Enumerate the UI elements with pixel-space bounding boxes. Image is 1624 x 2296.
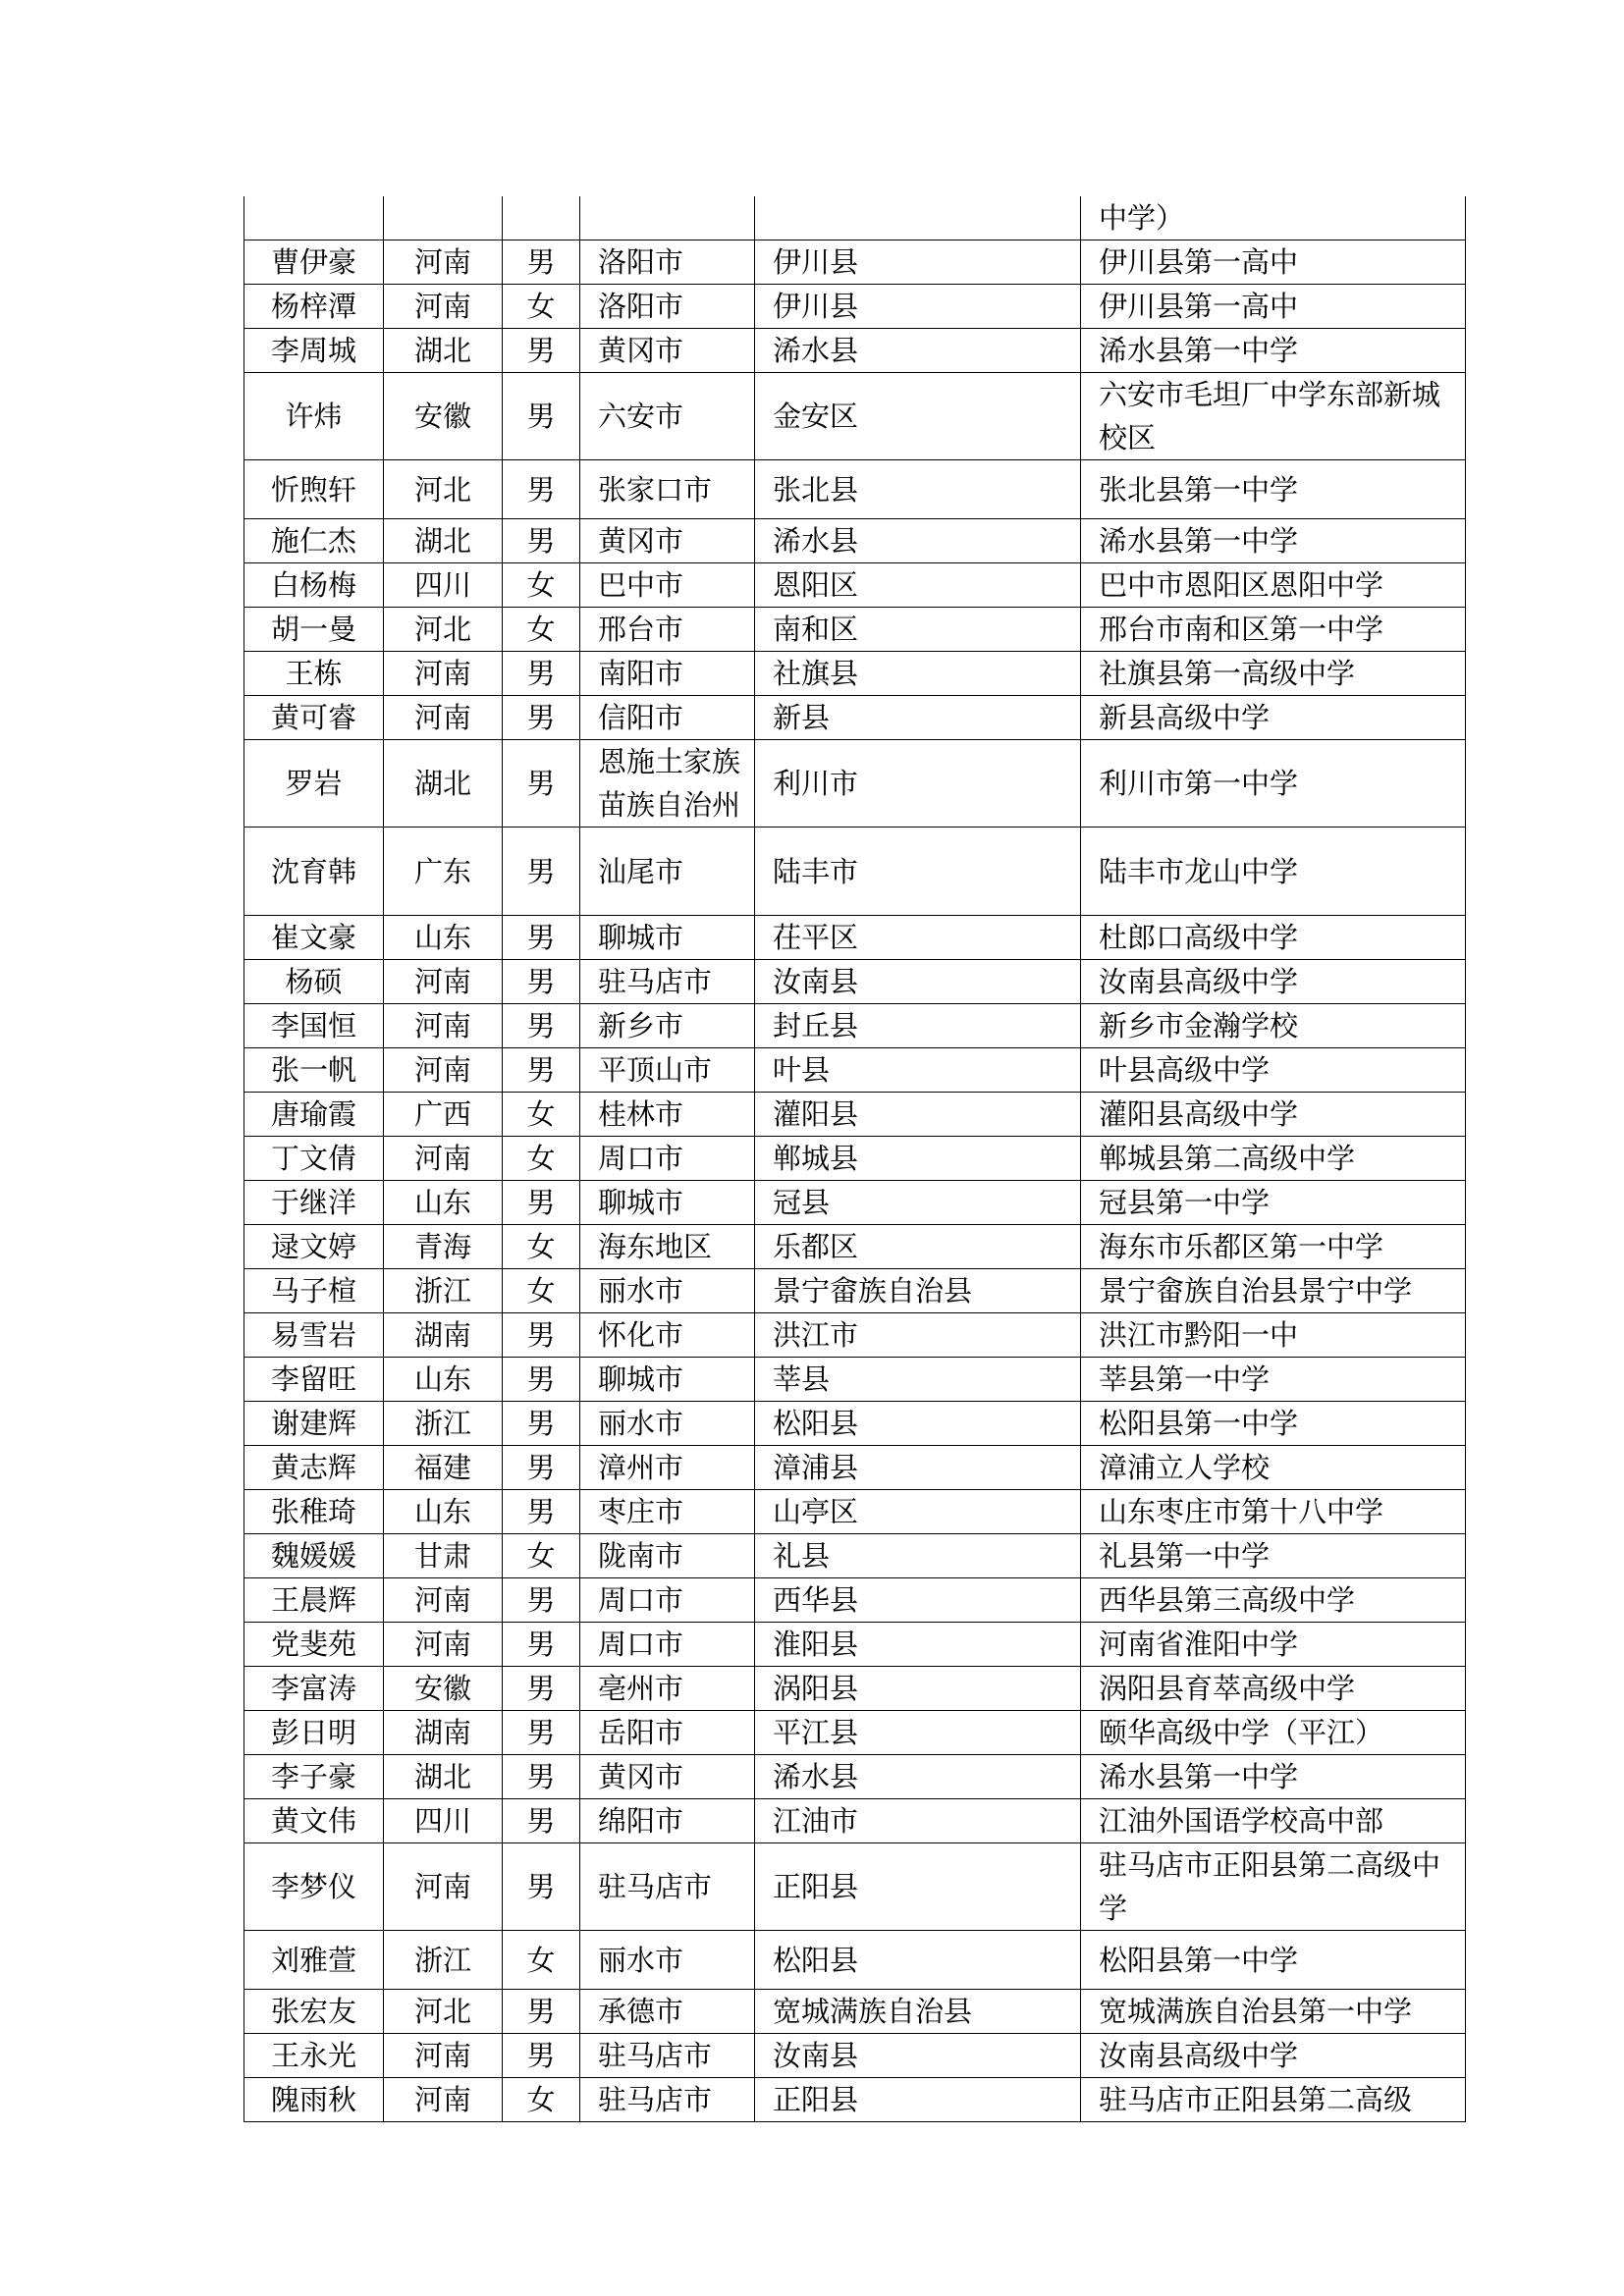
province-cell: 广东 [384, 828, 503, 916]
table-row [244, 1534, 1466, 1578]
school-cell: 漳浦立人学校 [1081, 1446, 1466, 1490]
city-cell: 汕尾市 [580, 828, 755, 916]
school-cell: 汝南县高级中学 [1081, 2034, 1466, 2078]
gender-cell: 女 [503, 1931, 580, 1990]
table-row [244, 1004, 1466, 1048]
name-cell: 唐瑜霞 [244, 1093, 384, 1137]
gender-cell: 男 [503, 240, 580, 285]
county-cell: 莘县 [755, 1358, 1081, 1402]
county-cell: 西华县 [755, 1578, 1081, 1623]
county-cell: 叶县 [755, 1048, 1081, 1093]
county-cell: 乐都区 [755, 1225, 1081, 1269]
school-cell: 伊川县第一高中 [1081, 285, 1466, 329]
province-cell: 湖南 [384, 1711, 503, 1755]
school-cell: 冠县第一中学 [1081, 1181, 1466, 1225]
school-cell: 社旗县第一高级中学 [1081, 652, 1466, 696]
table-row [244, 828, 1466, 916]
table-row [244, 1137, 1466, 1181]
gender-cell: 男 [503, 960, 580, 1004]
city-cell: 周口市 [580, 1578, 755, 1623]
table-row [244, 196, 1466, 240]
city-cell: 枣庄市 [580, 1490, 755, 1534]
gender-cell: 男 [503, 1711, 580, 1755]
name-cell: 黄可睿 [244, 696, 384, 740]
gender-cell: 男 [503, 1048, 580, 1093]
province-cell: 河北 [384, 460, 503, 519]
name-cell [244, 196, 384, 240]
name-cell: 张稚琦 [244, 1490, 384, 1534]
city-cell: 怀化市 [580, 1313, 755, 1358]
province-cell: 河南 [384, 1004, 503, 1048]
county-cell: 新县 [755, 696, 1081, 740]
province-cell: 湖北 [384, 1755, 503, 1799]
province-cell: 浙江 [384, 1269, 503, 1313]
province-cell: 河南 [384, 696, 503, 740]
county-cell: 平江县 [755, 1711, 1081, 1755]
school-cell: 莘县第一中学 [1081, 1358, 1466, 1402]
name-cell: 黄文伟 [244, 1799, 384, 1843]
name-cell: 逯文婷 [244, 1225, 384, 1269]
school-cell: 六安市毛坦厂中学东部新城校区 [1081, 373, 1466, 460]
city-cell: 漳州市 [580, 1446, 755, 1490]
table-row [244, 1843, 1466, 1931]
city-cell [580, 196, 755, 240]
school-cell: 驻马店市正阳县第二高级 [1081, 2078, 1466, 2122]
gender-cell: 男 [503, 2034, 580, 2078]
table-row [244, 1313, 1466, 1358]
school-cell: 宽城满族自治县第一中学 [1081, 1990, 1466, 2034]
province-cell: 河南 [384, 2034, 503, 2078]
school-cell: 利川市第一中学 [1081, 740, 1466, 828]
name-cell: 丁文倩 [244, 1137, 384, 1181]
gender-cell: 女 [503, 2078, 580, 2122]
school-cell: 浠水县第一中学 [1081, 519, 1466, 563]
county-cell: 恩阳区 [755, 563, 1081, 608]
province-cell: 河南 [384, 1048, 503, 1093]
county-cell: 浠水县 [755, 519, 1081, 563]
gender-cell: 男 [503, 1843, 580, 1931]
province-cell: 河南 [384, 240, 503, 285]
school-cell: 新乡市金瀚学校 [1081, 1004, 1466, 1048]
school-cell: 西华县第三高级中学 [1081, 1578, 1466, 1623]
city-cell: 巴中市 [580, 563, 755, 608]
name-cell: 罗岩 [244, 740, 384, 828]
county-cell: 山亭区 [755, 1490, 1081, 1534]
city-cell: 聊城市 [580, 916, 755, 960]
gender-cell: 女 [503, 1534, 580, 1578]
province-cell: 湖北 [384, 329, 503, 373]
city-cell: 恩施土家族苗族自治州 [580, 740, 755, 828]
county-cell: 张北县 [755, 460, 1081, 519]
name-cell: 杨梓潭 [244, 285, 384, 329]
name-cell: 杨硕 [244, 960, 384, 1004]
name-cell: 易雪岩 [244, 1313, 384, 1358]
gender-cell: 男 [503, 460, 580, 519]
name-cell: 黄志辉 [244, 1446, 384, 1490]
county-cell: 洪江市 [755, 1313, 1081, 1358]
table-row [244, 2034, 1466, 2078]
gender-cell: 男 [503, 519, 580, 563]
school-cell: 驻马店市正阳县第二高级中学 [1081, 1843, 1466, 1931]
name-cell: 马子楦 [244, 1269, 384, 1313]
county-cell: 漳浦县 [755, 1446, 1081, 1490]
gender-cell: 男 [503, 1358, 580, 1402]
table-row [244, 1093, 1466, 1137]
name-cell: 刘雅萱 [244, 1931, 384, 1990]
school-cell: 松阳县第一中学 [1081, 1402, 1466, 1446]
table-row [244, 608, 1466, 652]
city-cell: 黄冈市 [580, 519, 755, 563]
county-cell [755, 196, 1081, 240]
gender-cell: 男 [503, 1755, 580, 1799]
school-cell: 颐华高级中学（平江） [1081, 1711, 1466, 1755]
city-cell: 驻马店市 [580, 2078, 755, 2122]
city-cell: 丽水市 [580, 1402, 755, 1446]
province-cell: 浙江 [384, 1402, 503, 1446]
county-cell: 礼县 [755, 1534, 1081, 1578]
county-cell: 淮阳县 [755, 1623, 1081, 1667]
county-cell: 茌平区 [755, 916, 1081, 960]
table-row [244, 1711, 1466, 1755]
city-cell: 聊城市 [580, 1181, 755, 1225]
table-row [244, 1623, 1466, 1667]
county-cell: 冠县 [755, 1181, 1081, 1225]
county-cell: 封丘县 [755, 1004, 1081, 1048]
name-cell: 李留旺 [244, 1358, 384, 1402]
province-cell: 河南 [384, 285, 503, 329]
name-cell: 胡一曼 [244, 608, 384, 652]
table-row [244, 1578, 1466, 1623]
table-row [244, 563, 1466, 608]
gender-cell: 女 [503, 1093, 580, 1137]
school-cell: 张北县第一中学 [1081, 460, 1466, 519]
city-cell: 承德市 [580, 1990, 755, 2034]
city-cell: 驻马店市 [580, 1843, 755, 1931]
city-cell: 新乡市 [580, 1004, 755, 1048]
gender-cell: 男 [503, 1578, 580, 1623]
gender-cell: 男 [503, 696, 580, 740]
city-cell: 黄冈市 [580, 1755, 755, 1799]
county-cell: 利川市 [755, 740, 1081, 828]
table-row [244, 652, 1466, 696]
name-cell: 王晨辉 [244, 1578, 384, 1623]
city-cell: 南阳市 [580, 652, 755, 696]
gender-cell: 男 [503, 373, 580, 460]
county-cell: 松阳县 [755, 1931, 1081, 1990]
county-cell: 南和区 [755, 608, 1081, 652]
name-cell: 白杨梅 [244, 563, 384, 608]
county-cell: 景宁畲族自治县 [755, 1269, 1081, 1313]
province-cell: 湖南 [384, 1313, 503, 1358]
gender-cell: 男 [503, 329, 580, 373]
table-row [244, 1048, 1466, 1093]
province-cell: 青海 [384, 1225, 503, 1269]
table-row [244, 1799, 1466, 1843]
name-cell: 隗雨秋 [244, 2078, 384, 2122]
county-cell: 正阳县 [755, 1843, 1081, 1931]
province-cell: 河北 [384, 608, 503, 652]
school-cell: 陆丰市龙山中学 [1081, 828, 1466, 916]
city-cell: 亳州市 [580, 1667, 755, 1711]
name-cell: 李子豪 [244, 1755, 384, 1799]
province-cell: 四川 [384, 1799, 503, 1843]
gender-cell: 男 [503, 1799, 580, 1843]
school-cell: 海东市乐都区第一中学 [1081, 1225, 1466, 1269]
gender-cell: 男 [503, 1990, 580, 2034]
gender-cell [503, 196, 580, 240]
name-cell: 李周城 [244, 329, 384, 373]
county-cell: 金安区 [755, 373, 1081, 460]
table-row [244, 1225, 1466, 1269]
gender-cell: 女 [503, 1137, 580, 1181]
city-cell: 丽水市 [580, 1931, 755, 1990]
province-cell: 安徽 [384, 1667, 503, 1711]
name-cell: 王栋 [244, 652, 384, 696]
name-cell: 李富涛 [244, 1667, 384, 1711]
name-cell: 许炜 [244, 373, 384, 460]
school-cell: 松阳县第一中学 [1081, 1931, 1466, 1990]
student-table-body [244, 196, 1466, 2122]
table-row [244, 1755, 1466, 1799]
table-row [244, 1269, 1466, 1313]
school-cell: 邢台市南和区第一中学 [1081, 608, 1466, 652]
province-cell: 甘肃 [384, 1534, 503, 1578]
school-cell: 伊川县第一高中 [1081, 240, 1466, 285]
table-row [244, 1181, 1466, 1225]
gender-cell: 男 [503, 1623, 580, 1667]
table-row [244, 960, 1466, 1004]
name-cell: 崔文豪 [244, 916, 384, 960]
province-cell: 河南 [384, 1137, 503, 1181]
province-cell: 河南 [384, 652, 503, 696]
city-cell: 海东地区 [580, 1225, 755, 1269]
province-cell: 湖北 [384, 519, 503, 563]
table-row [244, 740, 1466, 828]
gender-cell: 男 [503, 740, 580, 828]
school-cell: 巴中市恩阳区恩阳中学 [1081, 563, 1466, 608]
province-cell: 安徽 [384, 373, 503, 460]
name-cell: 李国恒 [244, 1004, 384, 1048]
school-cell: 河南省淮阳中学 [1081, 1623, 1466, 1667]
province-cell: 山东 [384, 1490, 503, 1534]
county-cell: 涡阳县 [755, 1667, 1081, 1711]
student-table [244, 196, 1466, 2122]
name-cell: 张一帆 [244, 1048, 384, 1093]
county-cell: 浠水县 [755, 1755, 1081, 1799]
county-cell: 汝南县 [755, 960, 1081, 1004]
name-cell: 李梦仪 [244, 1843, 384, 1931]
gender-cell: 男 [503, 1004, 580, 1048]
county-cell: 松阳县 [755, 1402, 1081, 1446]
table-row [244, 460, 1466, 519]
name-cell: 沈育韩 [244, 828, 384, 916]
table-row [244, 1402, 1466, 1446]
county-cell: 郸城县 [755, 1137, 1081, 1181]
table-row [244, 285, 1466, 329]
school-cell: 中学） [1081, 196, 1466, 240]
school-cell: 洪江市黔阳一中 [1081, 1313, 1466, 1358]
province-cell: 四川 [384, 563, 503, 608]
name-cell: 张宏友 [244, 1990, 384, 2034]
city-cell: 驻马店市 [580, 2034, 755, 2078]
province-cell: 山东 [384, 916, 503, 960]
county-cell: 浠水县 [755, 329, 1081, 373]
school-cell: 涡阳县育萃高级中学 [1081, 1667, 1466, 1711]
province-cell: 广西 [384, 1093, 503, 1137]
name-cell: 于继洋 [244, 1181, 384, 1225]
gender-cell: 女 [503, 1225, 580, 1269]
school-cell: 叶县高级中学 [1081, 1048, 1466, 1093]
gender-cell: 男 [503, 1313, 580, 1358]
city-cell: 周口市 [580, 1623, 755, 1667]
name-cell: 忻煦轩 [244, 460, 384, 519]
table-row [244, 1490, 1466, 1534]
county-cell: 伊川县 [755, 240, 1081, 285]
name-cell: 谢建辉 [244, 1402, 384, 1446]
name-cell: 王永光 [244, 2034, 384, 2078]
province-cell: 河南 [384, 2078, 503, 2122]
city-cell: 丽水市 [580, 1269, 755, 1313]
city-cell: 聊城市 [580, 1358, 755, 1402]
school-cell: 浠水县第一中学 [1081, 1755, 1466, 1799]
school-cell: 山东枣庄市第十八中学 [1081, 1490, 1466, 1534]
school-cell: 新县高级中学 [1081, 696, 1466, 740]
gender-cell: 女 [503, 563, 580, 608]
county-cell: 社旗县 [755, 652, 1081, 696]
county-cell: 伊川县 [755, 285, 1081, 329]
province-cell: 山东 [384, 1358, 503, 1402]
school-cell: 浠水县第一中学 [1081, 329, 1466, 373]
school-cell: 杜郎口高级中学 [1081, 916, 1466, 960]
gender-cell: 男 [503, 652, 580, 696]
name-cell: 魏媛媛 [244, 1534, 384, 1578]
county-cell: 陆丰市 [755, 828, 1081, 916]
table-row [244, 916, 1466, 960]
county-cell: 宽城满族自治县 [755, 1990, 1081, 2034]
table-row [244, 373, 1466, 460]
table-row [244, 1358, 1466, 1402]
gender-cell: 男 [503, 1667, 580, 1711]
table-row [244, 519, 1466, 563]
city-cell: 陇南市 [580, 1534, 755, 1578]
province-cell: 河南 [384, 960, 503, 1004]
name-cell: 施仁杰 [244, 519, 384, 563]
province-cell: 湖北 [384, 740, 503, 828]
county-cell: 汝南县 [755, 2034, 1081, 2078]
county-cell: 灌阳县 [755, 1093, 1081, 1137]
school-cell: 江油外国语学校高中部 [1081, 1799, 1466, 1843]
province-cell: 河南 [384, 1843, 503, 1931]
city-cell: 信阳市 [580, 696, 755, 740]
name-cell: 彭日明 [244, 1711, 384, 1755]
table-row [244, 1446, 1466, 1490]
gender-cell: 女 [503, 285, 580, 329]
province-cell: 河北 [384, 1990, 503, 2034]
city-cell: 六安市 [580, 373, 755, 460]
school-cell: 灌阳县高级中学 [1081, 1093, 1466, 1137]
city-cell: 周口市 [580, 1137, 755, 1181]
province-cell: 福建 [384, 1446, 503, 1490]
table-row [244, 1931, 1466, 1990]
county-cell: 正阳县 [755, 2078, 1081, 2122]
province-cell: 河南 [384, 1578, 503, 1623]
name-cell: 曹伊豪 [244, 240, 384, 285]
province-cell: 浙江 [384, 1931, 503, 1990]
city-cell: 黄冈市 [580, 329, 755, 373]
city-cell: 张家口市 [580, 460, 755, 519]
name-cell: 党斐苑 [244, 1623, 384, 1667]
gender-cell: 男 [503, 1490, 580, 1534]
gender-cell: 男 [503, 1446, 580, 1490]
school-cell: 景宁畲族自治县景宁中学 [1081, 1269, 1466, 1313]
table-row [244, 1667, 1466, 1711]
school-cell: 汝南县高级中学 [1081, 960, 1466, 1004]
city-cell: 洛阳市 [580, 285, 755, 329]
province-cell: 山东 [384, 1181, 503, 1225]
county-cell: 江油市 [755, 1799, 1081, 1843]
city-cell: 绵阳市 [580, 1799, 755, 1843]
table-row [244, 2078, 1466, 2122]
city-cell: 邢台市 [580, 608, 755, 652]
gender-cell: 男 [503, 916, 580, 960]
province-cell: 河南 [384, 1623, 503, 1667]
school-cell: 礼县第一中学 [1081, 1534, 1466, 1578]
table-row [244, 240, 1466, 285]
province-cell [384, 196, 503, 240]
city-cell: 驻马店市 [580, 960, 755, 1004]
city-cell: 平顶山市 [580, 1048, 755, 1093]
gender-cell: 男 [503, 828, 580, 916]
gender-cell: 男 [503, 1181, 580, 1225]
table-row [244, 696, 1466, 740]
school-cell: 郸城县第二高级中学 [1081, 1137, 1466, 1181]
gender-cell: 女 [503, 1269, 580, 1313]
city-cell: 洛阳市 [580, 240, 755, 285]
gender-cell: 女 [503, 608, 580, 652]
table-row [244, 329, 1466, 373]
gender-cell: 男 [503, 1402, 580, 1446]
city-cell: 桂林市 [580, 1093, 755, 1137]
table-row [244, 1990, 1466, 2034]
city-cell: 岳阳市 [580, 1711, 755, 1755]
